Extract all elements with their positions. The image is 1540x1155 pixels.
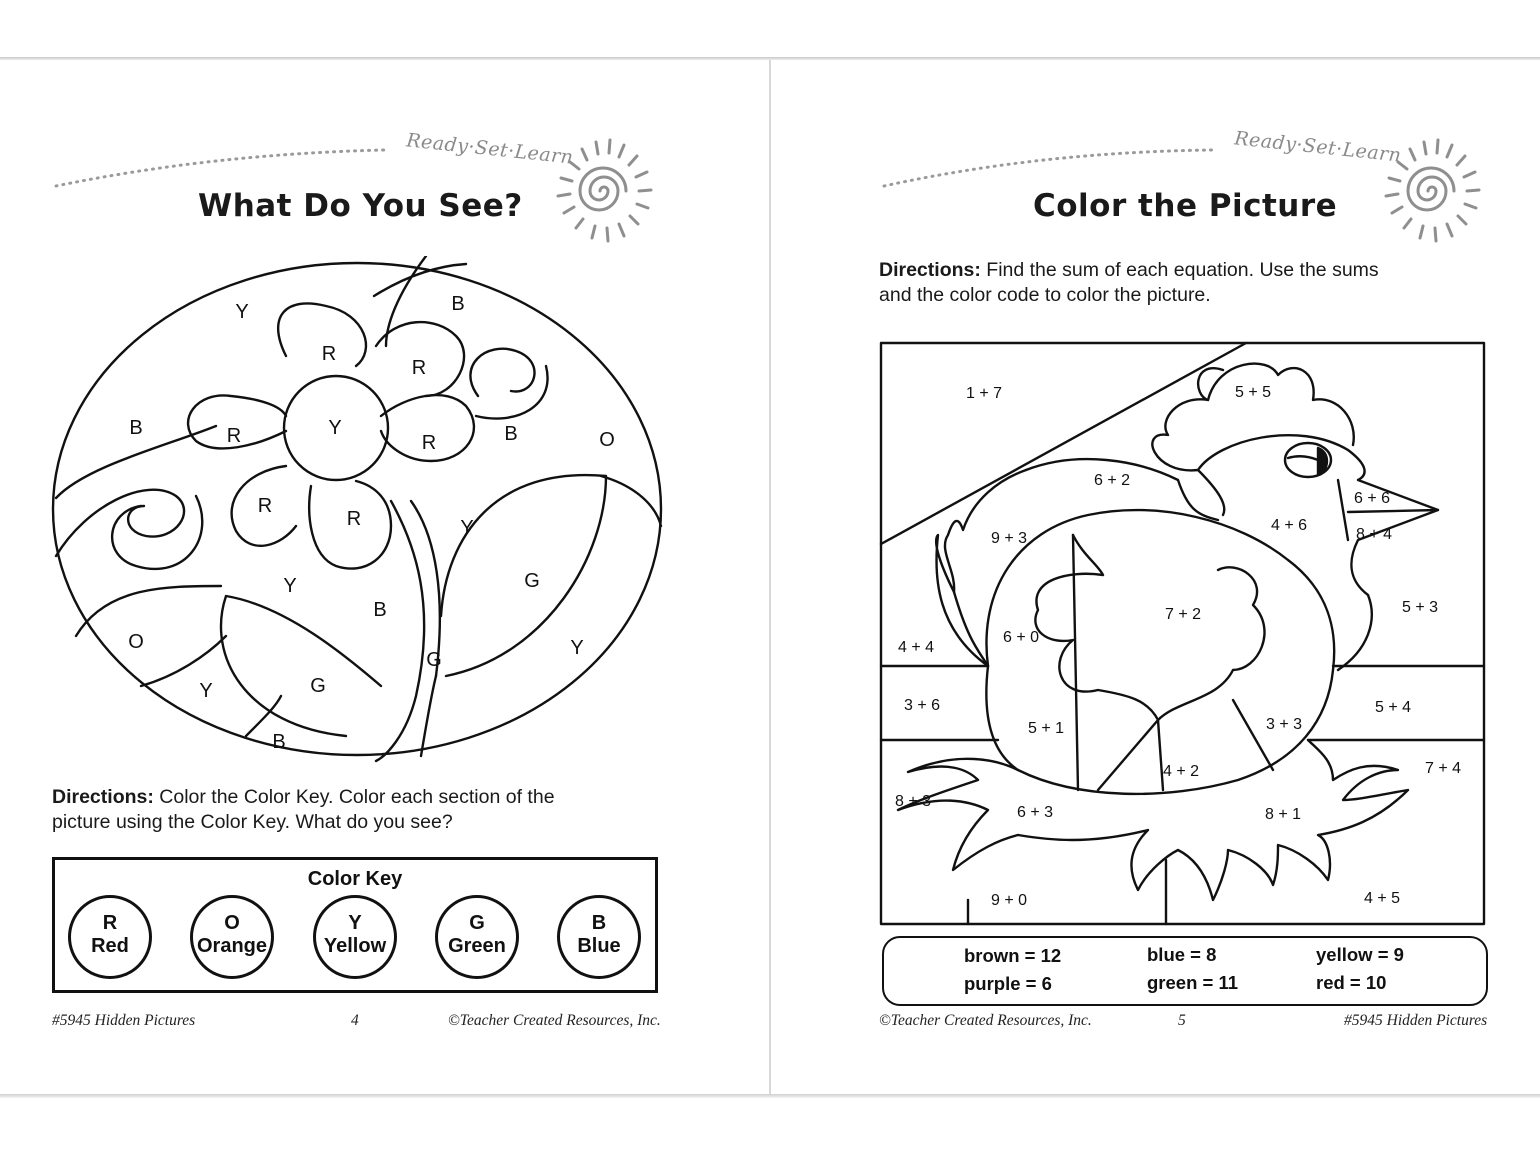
color-code-purple: purple = 6 [964,973,1052,994]
region-letter: Y [328,417,342,439]
equation-label: 3 + 3 [1265,716,1303,733]
page-title: Color the Picture [1033,188,1338,224]
equation-label: 1 + 7 [965,385,1003,402]
footer-copyright: ©Teacher Created Resources, Inc. [448,1012,661,1029]
color-code-legend [882,936,1488,1006]
region-letter: Y [235,301,249,323]
equation-label: 8 + 4 [1355,526,1393,543]
color-code-brown: brown = 12 [964,945,1062,966]
region-letter: G [426,649,442,671]
region-letter: Y [460,517,474,539]
key-color-name: Red [91,935,129,957]
color-code-red: red = 10 [1316,972,1387,993]
equation-label: 4 + 6 [1270,517,1308,534]
directions-line-2: and the color code to color the picture. [879,284,1211,306]
equation-label: 4 + 2 [1162,763,1200,780]
equation-label: 8 + 1 [1264,806,1302,823]
region-letter: O [599,429,615,451]
region-letter: R [411,357,427,379]
color-code-blue: blue = 8 [1147,944,1217,965]
color-code-green: green = 11 [1147,972,1239,993]
equation-label: 5 + 5 [1234,384,1272,401]
region-letter: B [373,599,387,621]
key-letter: Y [348,912,362,934]
region-letter: B [129,417,143,439]
spread-bottom-edge [0,1094,1540,1098]
page-title: What Do You See? [198,188,523,224]
key-color-name: Orange [196,935,268,957]
footer-page-number: 4 [351,1012,359,1029]
key-color-name: Yellow [323,935,387,957]
equation-label: 7 + 2 [1164,606,1202,623]
region-letter: G [310,675,326,697]
key-color-name: Blue [577,935,621,957]
hen-picture [878,340,1488,930]
color-key-green [435,895,519,979]
directions-label: Directions: [879,259,981,281]
region-letter: R [421,432,437,454]
equation-label: 4 + 5 [1363,890,1401,907]
footer-book-id: #5945 Hidden Pictures [1344,1012,1488,1029]
brand-logo-text: Ready·Set·Learn [1233,127,1403,167]
color-key-orange [190,895,274,979]
equation-label: 7 + 4 [1424,760,1462,777]
equation-label: 6 + 3 [1016,804,1054,821]
sun-swirl-icon [1380,136,1484,246]
color-key-yellow [313,895,397,979]
region-letter: Y [199,680,213,702]
region-letter: Y [570,637,584,659]
region-letter: O [128,631,144,653]
footer-copyright: ©Teacher Created Resources, Inc. [879,1012,1092,1029]
region-letter: R [226,425,242,447]
equation-label: 9 + 0 [990,892,1028,909]
equation-label: 5 + 4 [1374,699,1412,716]
equation-label: 8 + 3 [894,793,932,810]
flower-picture [46,256,668,768]
region-letter: R [346,508,362,530]
region-letter: B [451,293,465,315]
directions-label: Directions: [52,786,154,808]
equation-label: 4 + 4 [897,639,935,656]
key-color-name: Green [448,935,506,957]
equation-label: 6 + 0 [1002,629,1040,646]
sun-swirl-icon [552,136,656,246]
book-gutter [769,60,771,1094]
color-key-box [52,857,658,993]
key-letter: B [591,912,607,934]
footer-page-number: 5 [1178,1012,1186,1029]
equation-label: 5 + 1 [1027,720,1065,737]
directions-text [879,258,1489,308]
key-letter: R [102,912,118,934]
dotted-arc [52,140,392,192]
equation-label: 5 + 3 [1401,599,1439,616]
key-letter: O [224,912,240,934]
directions-text [52,785,662,835]
footer-book-id: #5945 Hidden Pictures [52,1012,196,1029]
equation-label: 6 + 6 [1353,490,1391,507]
region-letter: Y [283,575,297,597]
region-letter: G [524,570,540,592]
equation-label: 3 + 6 [903,697,941,714]
region-letter: R [321,343,337,365]
color-key-title: Color Key [307,868,403,890]
color-key-red [68,895,152,979]
directions-line-2: picture using the Color Key. What do you see? [52,811,453,833]
directions-line-1: Color the Color Key. Color each section of the [159,786,555,808]
color-code-yellow: yellow = 9 [1316,944,1404,965]
key-letter: G [469,912,485,934]
brand-logo-text: Ready·Set·Learn [405,129,575,169]
color-key-blue [557,895,641,979]
directions-line-1: Find the sum of each equation. Use the sums [986,259,1379,281]
region-letter: R [257,495,273,517]
dotted-arc [880,138,1220,190]
equation-label: 9 + 3 [990,530,1028,547]
region-letter: B [504,423,518,445]
equation-label: 6 + 2 [1093,472,1131,489]
region-letter: B [272,731,286,753]
